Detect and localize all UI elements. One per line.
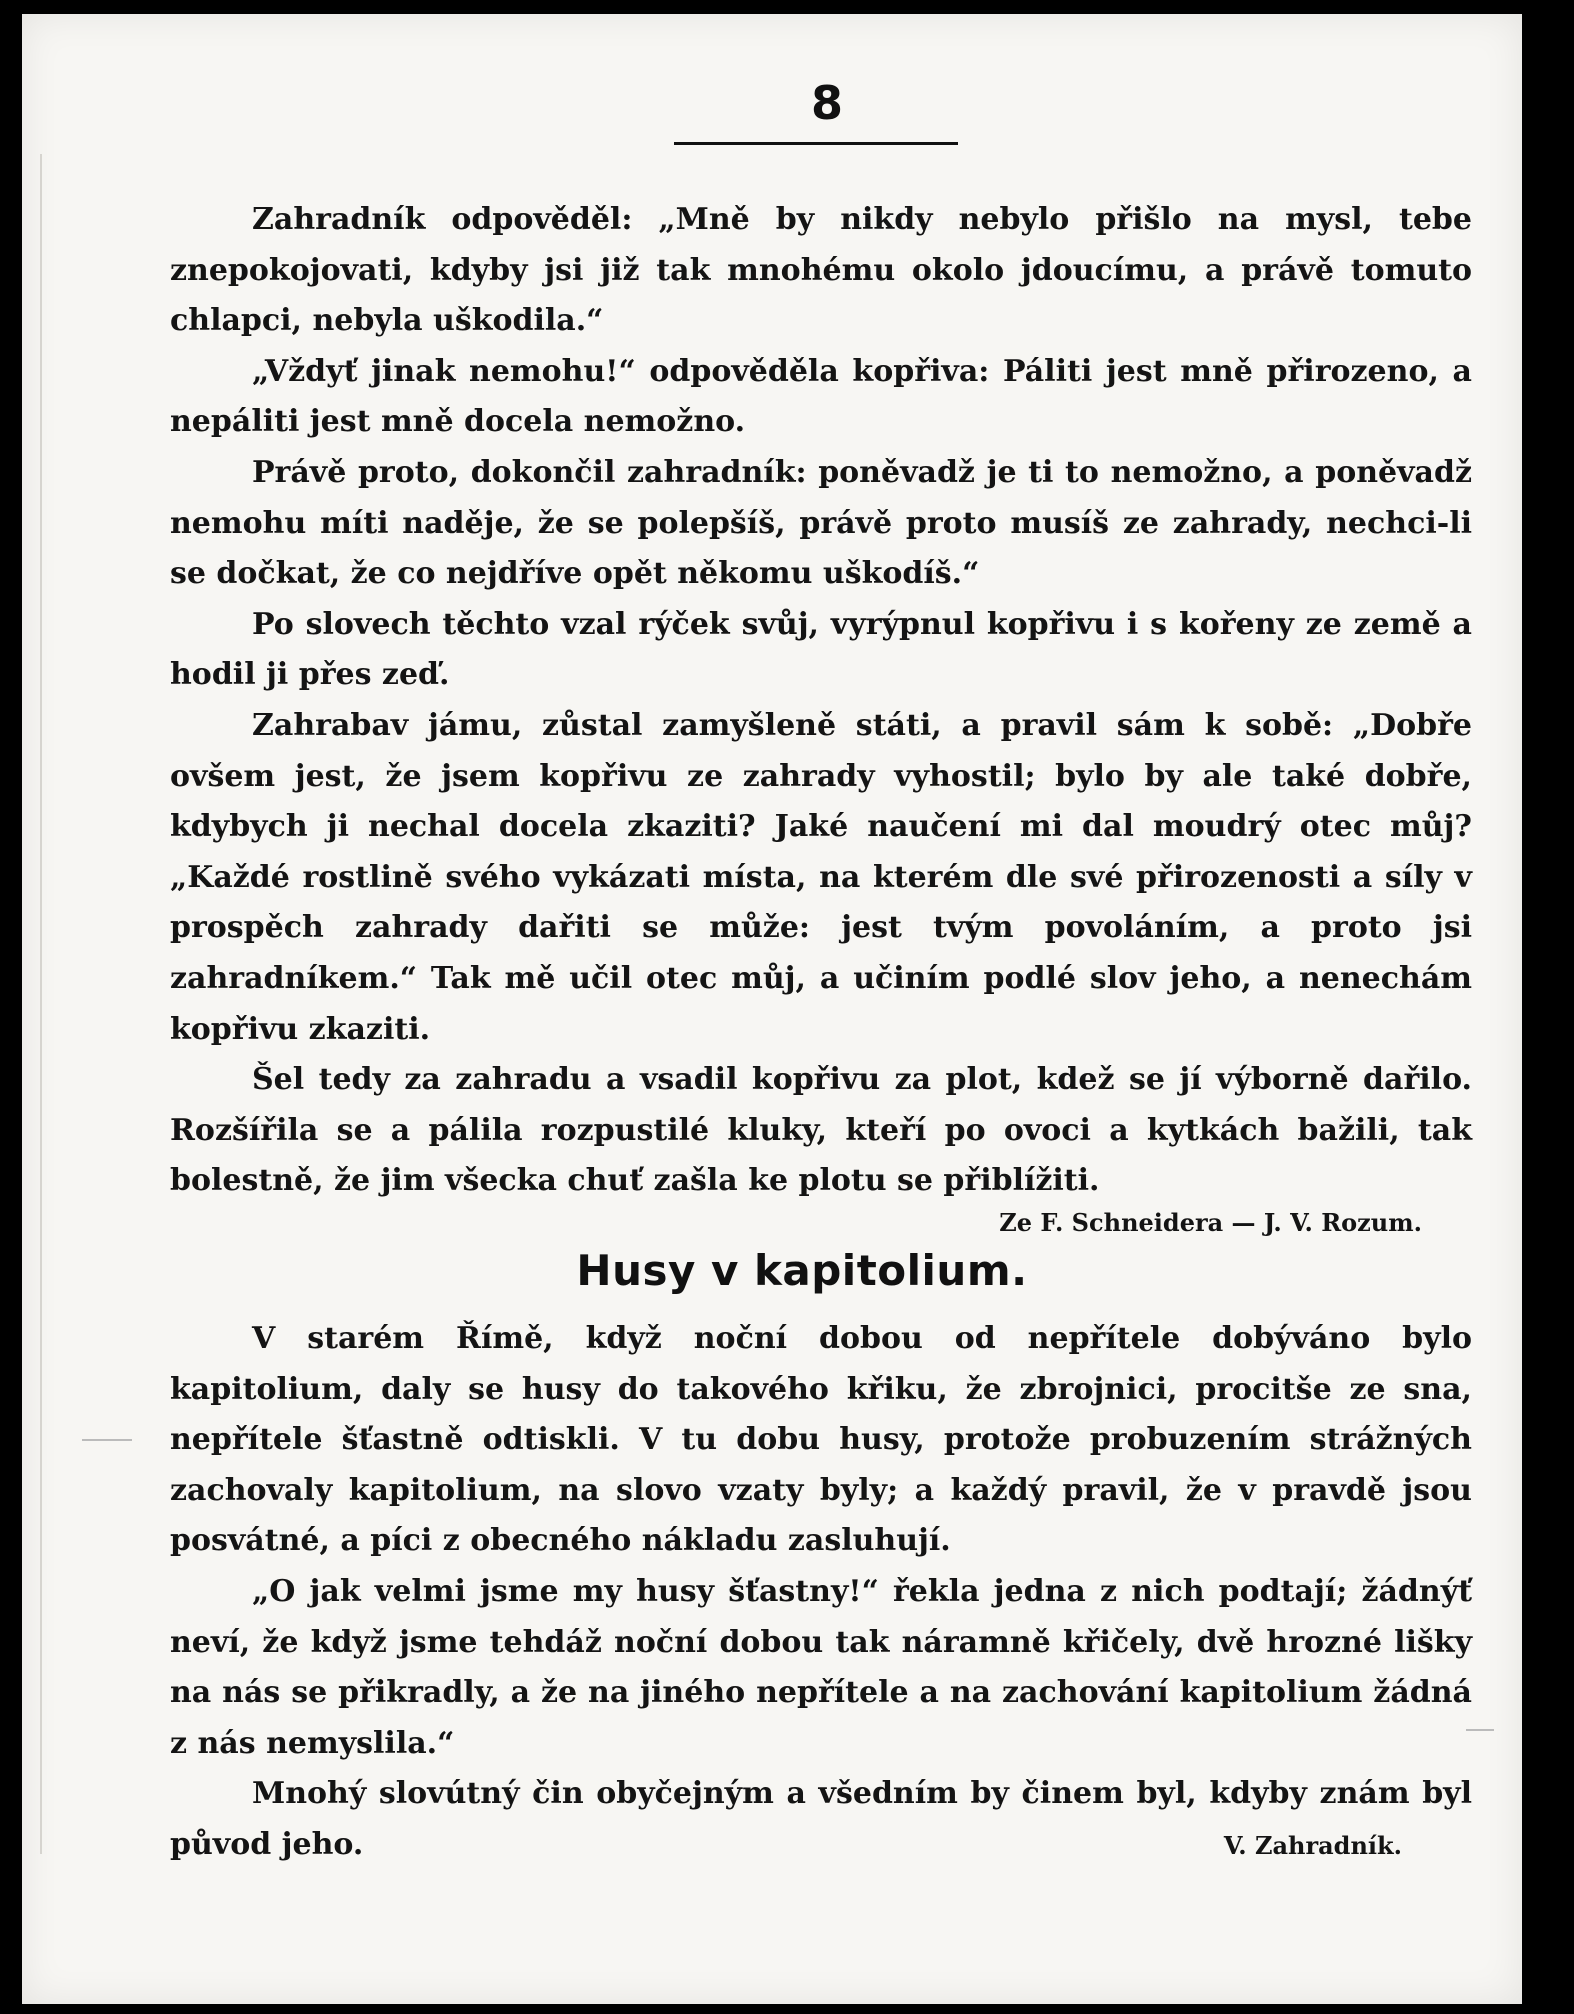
margin-mark — [1466, 1729, 1494, 1731]
paragraph: V starém Římě, když noční dobou od nepřítele dobýváno bylo kapitolium, daly se husy do takového křiku, že zbrojnici, procitše ze sna, nepřítele šťastně odtiskli. V tu dobu husy, protože probuzením strážných zachovaly kapitolium, na slovo vzaty byly; a každý pravil, že v pravdě jsou posvátné, a píci z obecného nákladu zasluhují. — [170, 1321, 1472, 1559]
paragraph: Zahradník odpověděl: „Mně by nikdy nebylo přišlo na mysl, tebe znepokojovati, kdyby jsi již tak mnohému okolo jdoucímu, a právě tomuto chlapci, nebyla uškodila.“ — [170, 202, 1472, 339]
document-page — [22, 14, 1522, 2004]
paragraph: Šel tedy za zahradu a vsadil kopřivu za plot, kdež se jí výborně dařilo. Rozšířila se a pálila rozpustilé kluky, kteří po ovoci a kytkách bažili, tak bolestně, že jim všecka chuť zašla ke plotu se přiblížiti. — [170, 1062, 1472, 1199]
story-nettle-text — [170, 195, 1472, 1207]
paragraph: Mnohý slovútný čin obyčejným a všedním by činem byl, kdyby znám byl původ jeho. — [170, 1776, 1472, 1862]
story-geese-signature: V. Zahradník. — [1223, 1831, 1402, 1860]
story-geese-title: Husy v kapitolium. — [576, 1246, 1028, 1295]
page-edge-shadow — [40, 154, 42, 1854]
margin-mark — [82, 1439, 132, 1441]
page-number-rule — [674, 142, 958, 145]
paragraph: Zahrabav jámu, zůstal zamyšleně státi, a pravil sám k sobě: „Dobře ovšem jest, že jsem kopřivu ze zahrady vyhostil; bylo by ale také dobře, kdybych ji nechal docela zkaziti? Jaké naučení mi dal moudrý otec můj? „Každé rostlině svého vykázati místa, na kterém dle své přirozenosti a síly v prospěch zahrady dařiti se může: jest tvým povoláním, a proto jsi zahradníkem.“ Tak mě učil otec můj, a učiním podlé slov jeho, a nenechám kopřivu zkaziti. — [170, 707, 1472, 1047]
paragraph: Po slovech těchto vzal rýček svůj, vyrýpnul kopřivu i s kořeny ze země a hodil ji přes zeď. — [170, 606, 1472, 693]
paragraph: „Vždyť jinak nemohu!“ odpověděla kopřiva: Páliti jest mně přirozeno, a nepáliti jest mně docela nemožno. — [170, 353, 1472, 440]
story-nettle-signature: Ze F. Schneidera — J. V. Rozum. — [999, 1208, 1422, 1237]
page-number: 8 — [810, 76, 843, 130]
story-geese-text — [170, 1314, 1472, 1871]
paragraph: „O jak velmi jsme my husy šťastny!“ řekla jedna z nich podtají; žádnýť neví, že když jsme tehdáž noční dobou tak náramně křičely, dvě hrozné lišky na nás se přikradly, a že na jiného nepřítele a na zachování kapitolium žádná z nás nemyslila.“ — [170, 1573, 1472, 1761]
paragraph: Právě proto, dokončil zahradník: poněvadž je ti to nemožno, a poněvadž nemohu míti naděje, že se polepšíš, právě proto musíš ze zahrady, nechci-li se dočkat, že co nejdříve opět někomu uškodíš.“ — [170, 454, 1472, 592]
